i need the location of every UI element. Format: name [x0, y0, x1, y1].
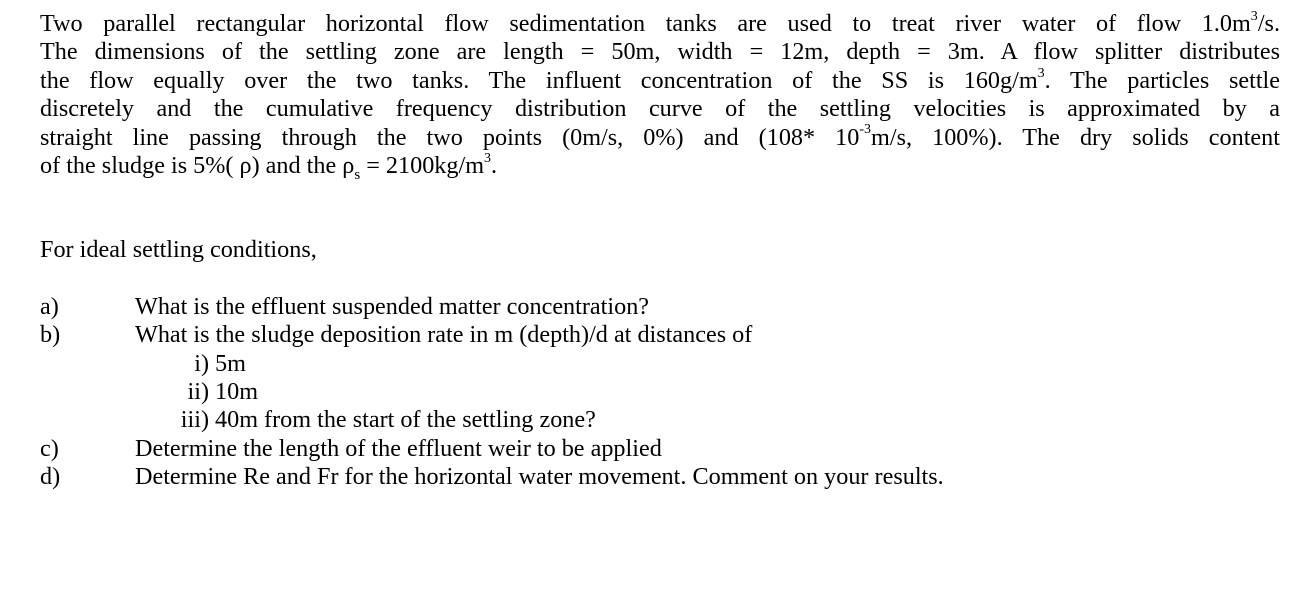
- problem-statement: [40, 7, 1280, 183]
- subquestion-number: iii): [180, 406, 209, 434]
- subquestion-text: 5m: [215, 349, 246, 377]
- subquestion-number: i): [194, 349, 209, 377]
- subquestion-text: 40m from the start of the settling zone?: [215, 406, 596, 434]
- subquestion-text: 10m: [215, 378, 259, 406]
- question-text: What is the sludge deposition rate in m (depth)/d at distances of: [135, 321, 753, 349]
- subquestion-number: ii): [187, 378, 209, 406]
- statement-line: discretely and the cumulative frequency distribution curve of the settling velocities is approximated by a: [40, 95, 1280, 123]
- question-letter: d): [40, 463, 61, 491]
- question-letter: c): [40, 434, 59, 462]
- question-list: [40, 293, 1280, 492]
- question-item: [40, 293, 1280, 321]
- question-letter: b): [40, 321, 61, 349]
- question-letter: a): [40, 292, 59, 320]
- conditions-intro: For ideal settling conditions,: [40, 236, 317, 264]
- subquestion-item: [40, 378, 1280, 406]
- question-item: [40, 435, 1280, 463]
- statement-line: the flow equally over the two tanks. The influent concentration of the SS is $160g/m^3$. The particles settle: [40, 64, 1280, 94]
- statement-line: Two parallel rectangular horizontal flow sedimentation tanks are used to treat river water of flow $1.0m^3/s$.: [40, 7, 1280, 37]
- statement-line: straight line passing through the two points (0m/s, 0%) and (108* $10^{-3}m/s$, 100%). The dry solids content: [40, 121, 1280, 151]
- subquestion-item: [40, 406, 1280, 434]
- statement-line: of the sludge is 5%( ρ) and the $\rho_s = 2100kg/m^3$.: [40, 149, 498, 183]
- question-text: Determine the length of the effluent weir to be applied: [135, 434, 662, 462]
- subquestion-item: [40, 350, 1280, 378]
- question-text: Determine Re and Fr for the horizontal water movement. Comment on your results.: [135, 463, 944, 491]
- question-item: [40, 321, 1280, 349]
- question-item: [40, 463, 1280, 491]
- statement-line: The dimensions of the settling zone are length = 50m, width = 12m, depth = 3m. A flow splitter distributes: [40, 38, 1280, 66]
- document-page: [40, 7, 1280, 492]
- question-text: What is the effluent suspended matter concentration?: [135, 292, 650, 320]
